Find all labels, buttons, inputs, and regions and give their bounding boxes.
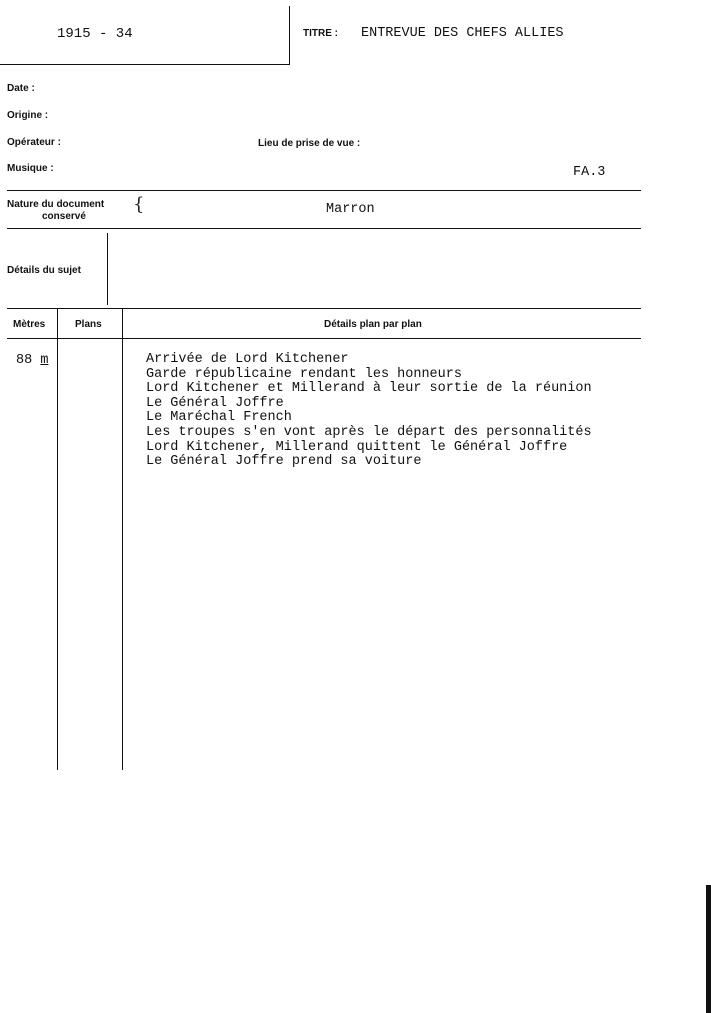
col-divider-metres-plans [57,308,58,770]
titre-label: TITRE : [303,28,338,39]
nature-label-line2: conservé [42,211,86,222]
col-divider-plans-details [122,308,123,770]
table-header-bottom-line [7,338,641,339]
shot-line: Lord Kitchener, Millerand quittent le Général Joffre [146,439,568,455]
nature-label-line1: Nature du document [7,199,105,210]
shot-details-list [146,353,592,470]
col-header-metres: Mètres [13,319,46,330]
origine-label: Origine : [7,110,49,121]
shot-line: Le Général Joffre prend sa voiture [146,454,422,470]
details-sujet-label: Détails du sujet [7,265,81,276]
metres-unit: m [40,353,49,368]
metres-value [16,353,48,368]
metres-number: 88 [16,353,33,368]
table-top-line [7,308,641,309]
titre-value: ENTREVUE DES CHEFS ALLIES [361,26,564,41]
shot-line: Lord Kitchener et Millerand à leur sortie de la réunion [146,381,592,397]
nature-bottom-line [7,228,641,229]
details-sujet-brace-line [107,233,108,305]
shot-line: Le Général Joffre [146,395,284,411]
header-box-bottom-line [0,64,290,65]
shot-line: Garde républicaine rendant les honneurs [146,366,462,382]
nature-brace: { [133,194,145,215]
operateur-label: Opérateur : [7,137,61,148]
date-label: Date : [7,83,35,94]
shot-line: Les troupes s'en vont après le départ des personnalités [146,424,592,440]
col-header-plans: Plans [75,319,102,330]
col-header-details: Détails plan par plan [324,319,422,330]
reference-number: 1915 - 34 [57,26,133,42]
scan-edge [706,885,711,1013]
nature-top-line [7,190,641,191]
shot-line: Arrivée de Lord Kitchener [146,352,349,367]
nature-value: Marron [326,202,375,217]
header-box-divider [289,6,290,65]
document-code: FA.3 [573,165,606,180]
musique-label: Musique : [7,163,54,174]
shot-line: Le Maréchal French [146,410,292,426]
lieu-label: Lieu de prise de vue : [258,138,361,149]
